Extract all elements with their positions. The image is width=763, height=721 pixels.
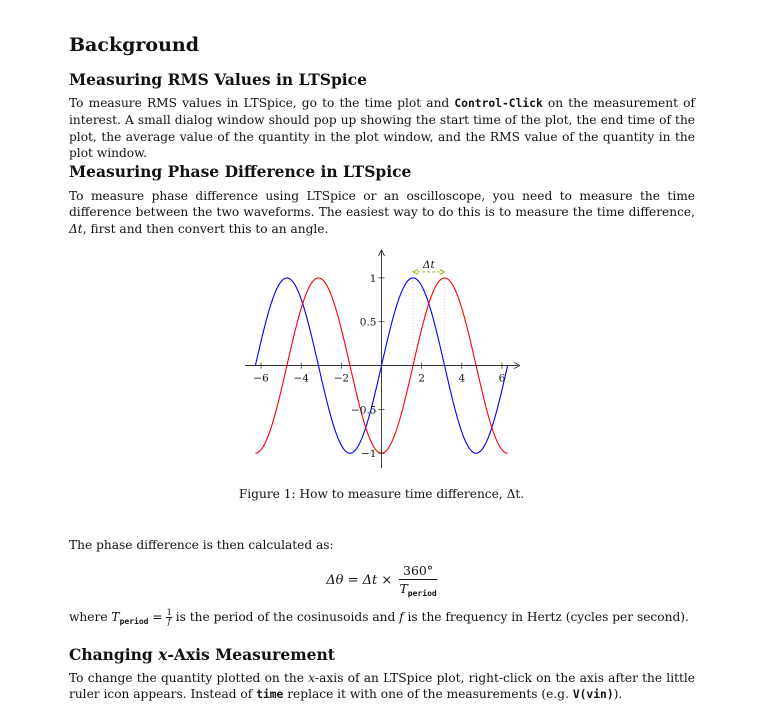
rms-paragraph [69,95,695,161]
subsection-heading-phase: Measuring Phase Difference in LTSpice [69,162,412,181]
equation-den-sub: period [407,589,437,598]
rms-text-2: on the measurement of interest. A small dialog window should pop up showing the start time of the plot, the end time of the plot, the average value of the quantity in the plot window, and the RMS value of the quantity in the plot window. [69,96,696,160]
x-tick-label-4: 4 [458,372,466,385]
phase-text-1: To measure phase difference using LTSpice or an oscilloscope, you need to measure the time difference between the two waveforms. The easiest way to do this is to measure the time difference, [69,189,695,220]
where-prefix: where [69,610,112,624]
where-f: f [399,610,404,624]
delta-t-label: Δt [422,258,435,271]
y-tick-label-0: 1 [369,272,377,285]
xaxis-paragraph [69,670,695,704]
rms-text-1: To measure RMS values in LTSpice, go to the time plot and [69,96,455,110]
xaxis-code-vvin: V(vin) [572,688,614,702]
equation-intro: The phase difference is then calculated as: [69,538,334,552]
where-frac-num: 1 [166,608,172,618]
period-definition [69,609,695,630]
xaxis-text-x: x [308,671,316,685]
subsection-heading-rms: Measuring RMS Values in LTSpice [69,70,367,89]
phase-difference-chart [245,248,520,468]
xaxis-text-3: replace it with one of the measurements (e.g. [283,687,573,702]
x-tick-label-5: 6 [498,372,506,385]
y-tick-label-3: −1 [361,448,377,461]
x-tick-label-2: −2 [333,372,350,385]
where-sub: period [119,617,149,626]
subsection-heading-xaxis [69,645,335,664]
x-tick-label-1: −4 [293,372,309,385]
y-tick-label-2: −0.5 [350,404,377,417]
figure-caption: Figure 1: How to measure time difference, Δt. [238,487,525,501]
where-eq: = [148,610,167,624]
x-tick-label-3: 2 [418,372,425,385]
equation-lhs: Δθ = Δt × [326,573,393,588]
where-mid: is the period of the cosinusoids and [171,610,400,624]
xaxis-heading-prefix: Changing [69,645,159,664]
phase-text-2: , first and then convert this to an angle. [82,221,329,236]
xaxis-text-2: -axis of an LTSpice plot, right-click on the axis after the little ruler icon appears. Instead of [69,671,695,702]
xaxis-heading-var: x [158,645,168,664]
xaxis-heading-suffix: -Axis Measurement [167,645,335,664]
phase-equation [0,563,763,598]
where-frac-den: f [167,617,171,627]
equation-den-T: T [399,581,408,596]
phase-delta: Δt [69,221,83,236]
section-heading-background: Background [69,34,199,56]
xaxis-code-time: time [256,688,284,702]
phase-paragraph [69,188,695,237]
rms-code: Control-Click [454,97,543,110]
delta-t-arrowhead-right [440,269,445,274]
xaxis-text-1: To change the quantity plotted on the [69,671,309,685]
equation-fraction [399,563,436,598]
where-suffix: is the frequency in Hertz (cycles per second). [403,610,689,624]
x-tick-label-0: −6 [253,372,269,385]
where-T: T [111,610,120,624]
equation-numerator: 360° [399,563,436,580]
equation-denominator [399,580,436,598]
y-tick-label-1: 0.5 [359,316,377,329]
xaxis-text-4: ). [613,687,623,702]
